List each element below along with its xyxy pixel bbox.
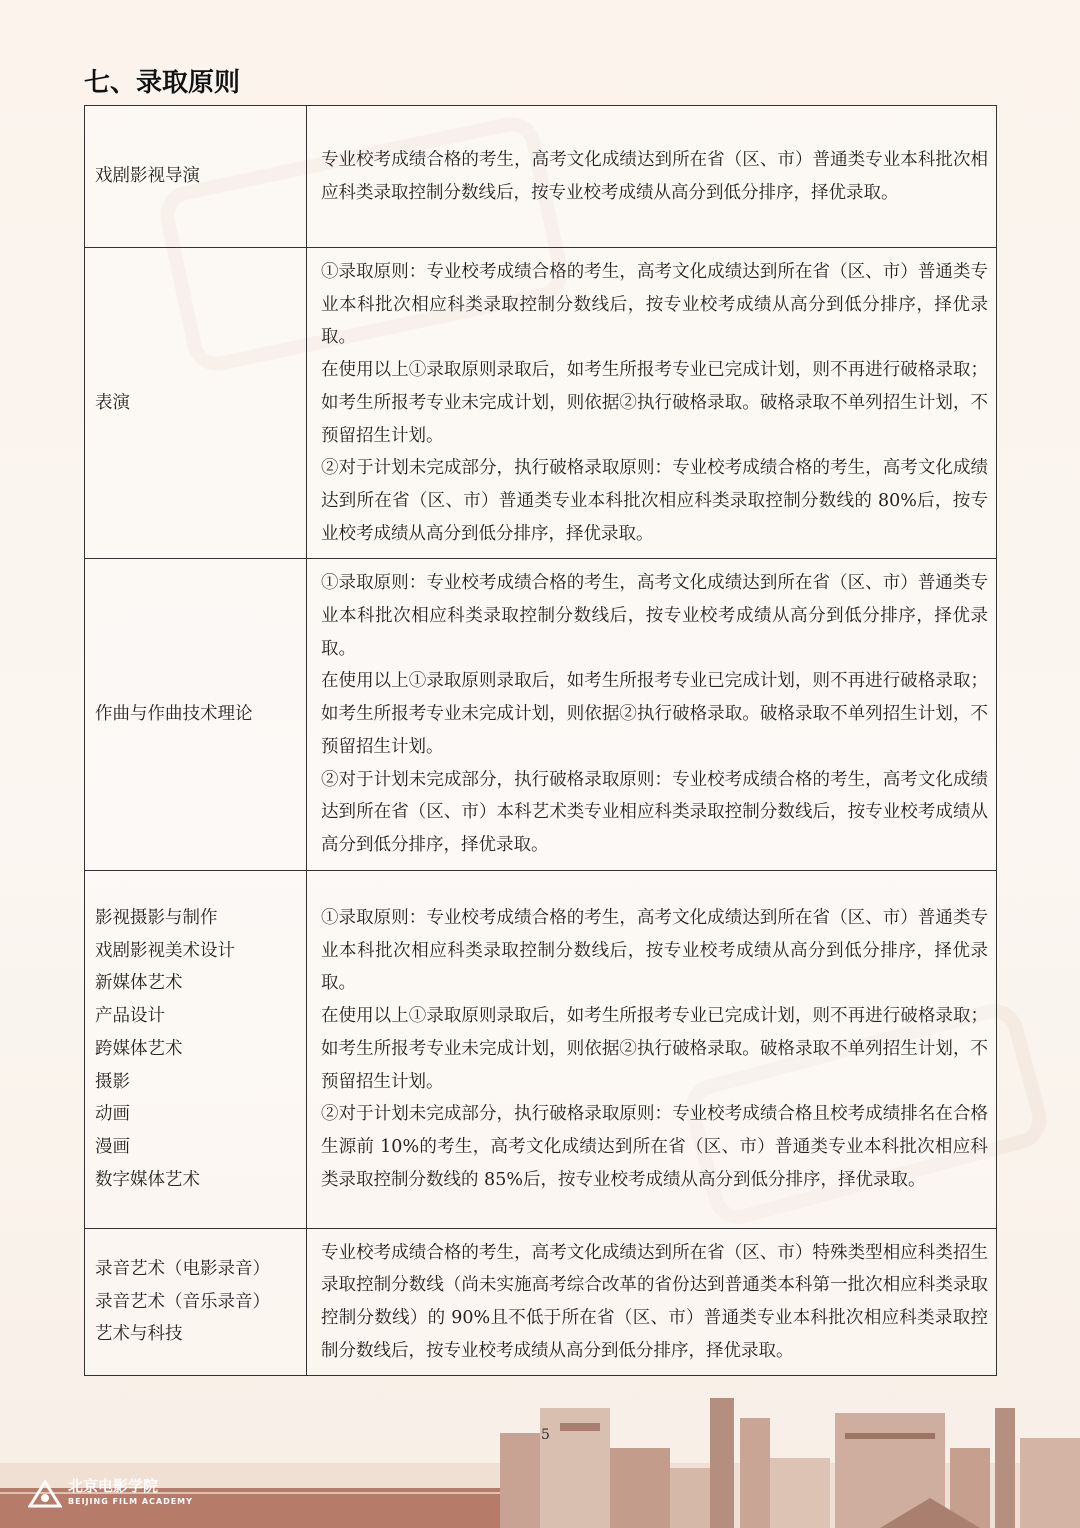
rule-paragraph: ②对于计划未完成部分，执行破格录取原则：专业校考成绩合格且校考成绩排名在合格生源前 10%的考生，高考文化成绩达到所在省（区、市）普通类专业本科批次相应科类录取控制分数线的 85%后，按专业校考成绩从高分到低分排序，择优录取。	[321, 1104, 988, 1190]
rule-paragraph: 专业校考成绩合格的考生，高考文化成绩达到所在省（区、市）特殊类型相应科类招生录取控制分数线（尚未实施高考综合改革的省份达到普通类本科第一批次相应科类录取控制分数线）的 90%且不低于所在省（区、市）普通类专业本科批次相应科类录取控制分数线后，按专业校考成绩从高分到低分排序，择优录取。	[321, 1242, 988, 1361]
rule-paragraph: ①录取原则：专业校考成绩合格的考生，高考文化成绩达到所在省（区、市）普通类专业本科批次相应科类录取控制分数线后，按专业校考成绩从高分到低分排序，择优录取。	[321, 262, 988, 348]
rule-paragraph: 在使用以上①录取原则录取后，如考生所报考专业已完成计划，则不再进行破格录取；如考生所报考专业未完成计划，则依据②执行破格录取。破格录取不单列招生计划，不预留招生计划。	[321, 1006, 988, 1092]
rule-paragraph: ②对于计划未完成部分，执行破格录取原则：专业校考成绩合格的考生，高考文化成绩达到所在省（区、市）普通类专业本科批次相应科类录取控制分数线的 80%后，按专业校考成绩从高分到低分排序，择优录取。	[321, 458, 988, 544]
major-cell	[85, 870, 307, 1228]
major-name: 数字媒体艺术	[95, 1169, 200, 1190]
academy-logo-icon	[28, 1480, 62, 1508]
admission-rules-table	[84, 105, 997, 1376]
major-cell	[85, 559, 307, 870]
rule-paragraph: ②对于计划未完成部分，执行破格录取原则：专业校考成绩合格的考生，高考文化成绩达到所在省（区、市）本科艺术类专业相应科类录取控制分数线后，按专业校考成绩从高分到低分排序，择优录取。	[321, 769, 988, 855]
rule-paragraph: ①录取原则：专业校考成绩合格的考生，高考文化成绩达到所在省（区、市）普通类专业本科批次相应科类录取控制分数线后，按专业校考成绩从高分到低分排序，择优录取。	[321, 907, 988, 994]
table-row	[85, 559, 997, 870]
major-name: 录音艺术（音乐录音）	[95, 1291, 270, 1312]
major-cell	[85, 1228, 307, 1376]
academy-english-name: BEIJING FILM ACADEMY	[68, 1497, 193, 1506]
major-name: 动画	[95, 1104, 130, 1125]
major-name: 新媒体艺术	[95, 973, 183, 994]
table-row	[85, 1228, 997, 1376]
major-name: 戏剧影视美术设计	[95, 940, 235, 961]
page-number: 5	[541, 1427, 550, 1443]
table-row	[85, 870, 997, 1228]
major-cell	[85, 106, 307, 248]
table-row	[85, 106, 997, 248]
major-name: 产品设计	[95, 1006, 165, 1027]
rule-cell	[307, 559, 997, 870]
major-name: 跨媒体艺术	[95, 1038, 183, 1059]
major-name: 艺术与科技	[95, 1324, 183, 1345]
table-body	[85, 106, 997, 1376]
major-name: 作曲与作曲技术理论	[95, 704, 253, 725]
section-title: 七、录取原则	[84, 68, 241, 98]
rule-paragraph: ①录取原则：专业校考成绩合格的考生，高考文化成绩达到所在省（区、市）普通类专业本科批次相应科类录取控制分数线后，按专业校考成绩从高分到低分排序，择优录取。	[321, 573, 988, 659]
rule-cell	[307, 870, 997, 1228]
major-cell	[85, 248, 307, 559]
major-name: 表演	[95, 392, 130, 413]
major-name: 戏剧影视导演	[95, 166, 200, 187]
rule-paragraph: 在使用以上①录取原则录取后，如考生所报考专业已完成计划，则不再进行破格录取；如考生所报考专业未完成计划，则依据②执行破格录取。破格录取不单列招生计划，不预留招生计划。	[321, 360, 988, 446]
major-name: 录音艺术（电影录音）	[95, 1259, 270, 1279]
footer	[0, 1388, 1080, 1528]
rule-paragraph: 专业校考成绩合格的考生，高考文化成绩达到所在省（区、市）普通类专业本科批次相应科类录取控制分数线后，按专业校考成绩从高分到低分排序，择优录取。	[321, 149, 988, 203]
major-name: 漫画	[95, 1136, 130, 1157]
rule-paragraph: 在使用以上①录取原则录取后，如考生所报考专业已完成计划，则不再进行破格录取；如考生所报考专业未完成计划，则依据②执行破格录取。破格录取不单列招生计划，不预留招生计划。	[321, 671, 988, 757]
table-row	[85, 248, 997, 559]
academy-logo	[28, 1478, 193, 1510]
major-name: 摄影	[95, 1071, 130, 1092]
rule-cell	[307, 1228, 997, 1376]
major-name: 影视摄影与制作	[95, 907, 218, 928]
rule-cell	[307, 248, 997, 559]
academy-name: 北京电影学院	[68, 1477, 159, 1495]
rule-cell	[307, 106, 997, 248]
